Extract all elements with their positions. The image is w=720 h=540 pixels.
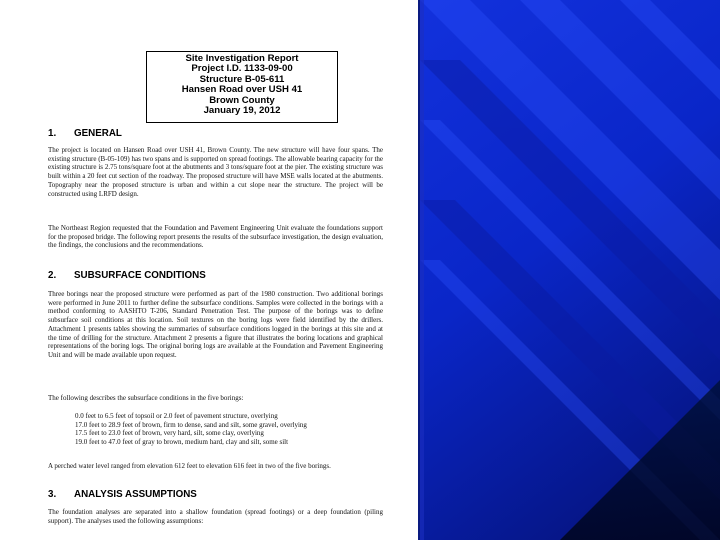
paragraph: The following describes the subsurface conditions in the five borings: [48, 394, 244, 402]
section-number: 3. [48, 489, 57, 500]
section-heading-analysis [48, 489, 197, 500]
list-item: 0.0 feet to 6.5 feet of topsoil or 2.0 feet of pavement structure, overlying [75, 412, 278, 420]
date-line: January 19, 2012 [203, 105, 281, 117]
section-heading-subsurface [48, 270, 206, 281]
title-line: Site Investigation Report [185, 53, 299, 64]
soil-layer-list [75, 412, 395, 447]
section-title: GENERAL [74, 128, 122, 139]
list-item: 19.0 feet to 47.0 feet of gray to brown, medium hard, clay and silt, some silt [75, 438, 289, 447]
section-title: ANALYSIS ASSUMPTIONS [74, 489, 197, 500]
structure-line: Structure B-05-611 [199, 73, 285, 85]
report-title-box [146, 51, 338, 123]
project-id-line: Project I.D. 1133-09-00 [191, 63, 293, 75]
section-heading-general [48, 128, 122, 139]
section-number: 2. [48, 270, 57, 281]
paragraph: Three borings near the proposed structure were performed as part of the 1980 construction. Two additional borings were performed in June 2011 to further define the subsurface conditions. Samples were collected in the borings with a method conforming to AASHTO T-206, Standard Penetration Test. The purpose of the borings was to define subsurface soil conditions at this location. Soil textures on the boring logs were field identified by the drillers. Attachment 1 presents tables showing the summaries of subsurface conditions logged in the borings at this site and at the time of drilling for the structure. Attachment 2 presents a figure that illustrates the boring locations and graphical representations of the boring logs. The original boring logs are available at the Foundation and Pavement Engineering Unit and will be made available upon request. [48, 290, 383, 359]
section-title: SUBSURFACE CONDITIONS [74, 270, 206, 281]
paragraph: The project is located on Hansen Road over USH 41, Brown County. The new structure will have four spans. The existing structure (B-05-109) has two spans and is supported on spread footings. The allowable bearing capacity for the existing structure is 2.75 tons/square foot at the abutments and 3 tons/square foot at the pier. The existing structure was built within a 20 feet cut section of the roadway. The proposed structure will have MSE walls located at the abutments. Topography near the proposed structure is urban and within a cut slope near the structure. The project will be constructed using LRFD design. [48, 146, 383, 198]
paragraph: A perched water level ranged from elevation 612 feet to elevation 616 feet in two of the five borings. [48, 462, 331, 470]
list-item: 17.0 feet to 28.9 feet of brown, firm to dense, sand and silt, some gravel, overlying [75, 420, 307, 429]
location-line: Hansen Road over USH 41 [181, 84, 303, 96]
section-number: 1. [48, 128, 57, 139]
county-line: Brown County [209, 94, 275, 106]
paragraph: The foundation analyses are separated into a shallow foundation (spread footings) or a deep foundation (piling support). The analyses used the following assumptions: [48, 508, 383, 525]
list-item: 17.5 feet to 23.0 feet of brown, very hard, silt, some clay, overlying [75, 429, 264, 438]
paragraph: The Northeast Region requested that the Foundation and Pavement Engineering Unit evaluate the foundations support for the proposed bridge. The following report presents the results of the subsurface investigation, the design evaluation, the findings, the conclusions and the recommendations. [48, 224, 383, 250]
